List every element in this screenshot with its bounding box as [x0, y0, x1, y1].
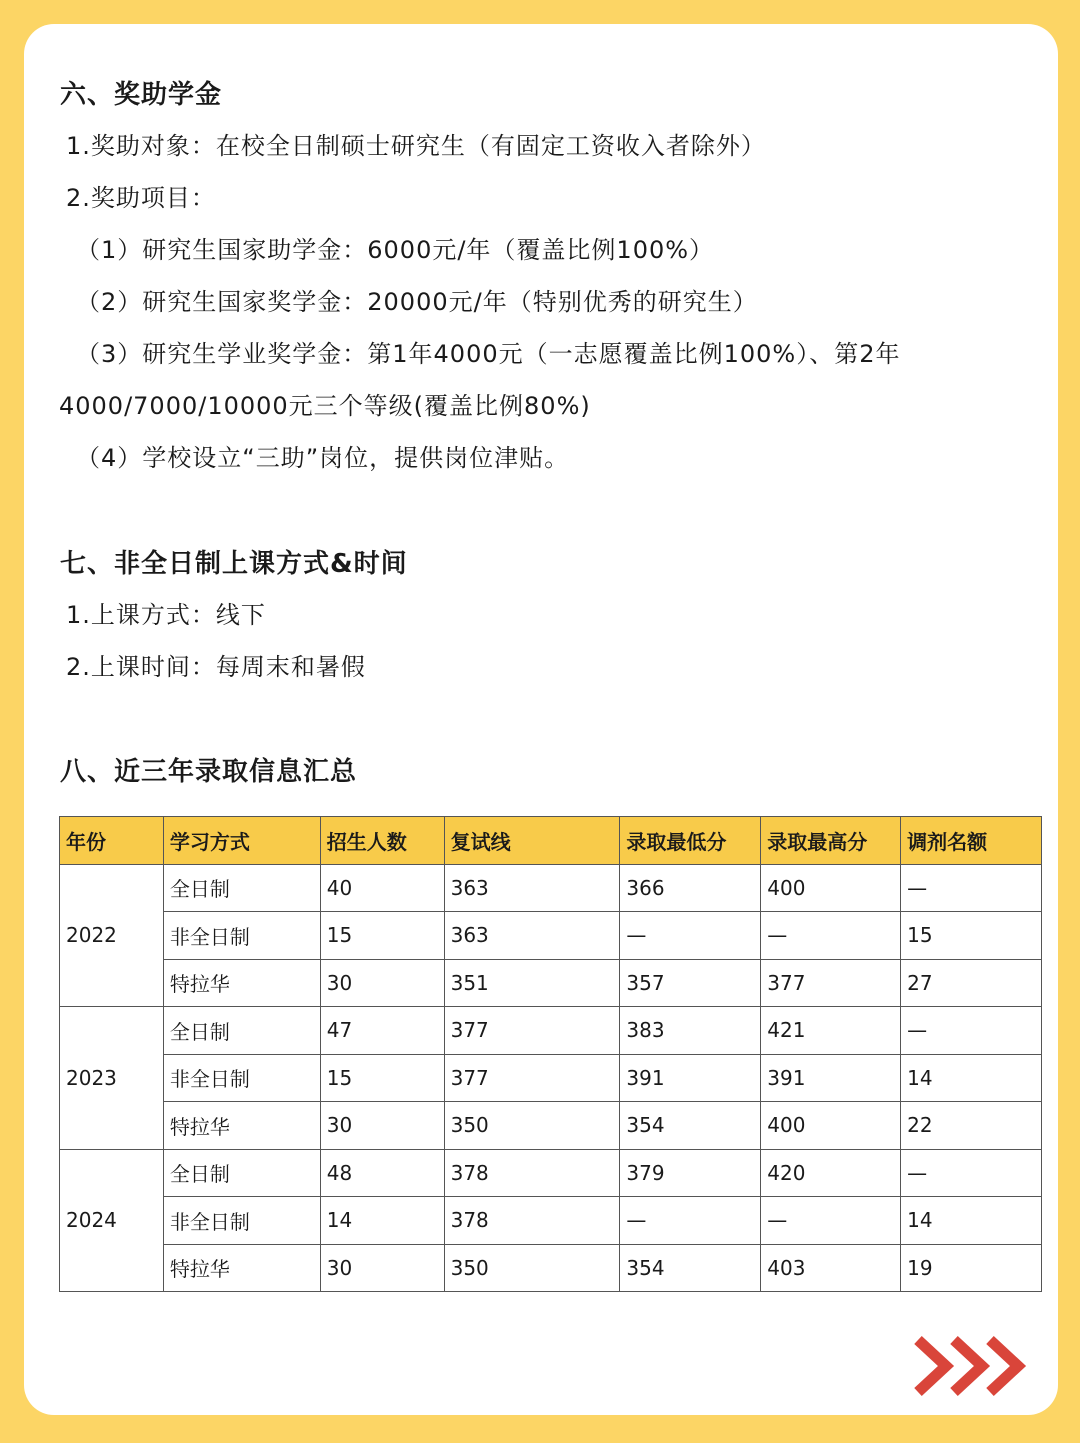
section-6-line-2: 2.奖助项目： [66, 184, 216, 212]
table-cell: — [620, 912, 761, 960]
table-header-row [60, 817, 1042, 865]
table-row [60, 912, 1042, 960]
table-cell: — [761, 912, 901, 960]
table-cell: 377 [444, 1007, 620, 1055]
table-cell: 15 [901, 912, 1042, 960]
table-cell: 19 [901, 1244, 1042, 1292]
section-6-item-2: （2）研究生国家奖学金：20000元/年（特别优秀的研究生） [76, 288, 758, 316]
table-cell: 非全日制 [163, 1197, 320, 1245]
table-cell: 354 [620, 1244, 761, 1292]
table-cell: 357 [620, 959, 761, 1007]
table-cell: 14 [901, 1197, 1042, 1245]
table-cell: 391 [761, 1054, 901, 1102]
table-cell: 363 [444, 864, 620, 912]
table-cell: 378 [444, 1149, 620, 1197]
table-cell: 400 [761, 864, 901, 912]
admission-table [59, 816, 1042, 1292]
col-header-retest-line: 复试线 [444, 817, 620, 865]
col-header-study-mode: 学习方式 [163, 817, 320, 865]
year-cell: 2022 [60, 864, 164, 1007]
table-cell: 351 [444, 959, 620, 1007]
table-cell: 403 [761, 1244, 901, 1292]
table-row [60, 1007, 1042, 1055]
section-7-line-2: 2.上课时间：每周末和暑假 [66, 653, 366, 681]
section-6-heading: 六、奖助学金 [60, 80, 223, 110]
table-cell: — [901, 1149, 1042, 1197]
table-cell: 全日制 [163, 864, 320, 912]
table-cell: 350 [444, 1102, 620, 1150]
table-cell: 378 [444, 1197, 620, 1245]
content-card [24, 24, 1058, 1415]
table-cell: 特拉华 [163, 1244, 320, 1292]
table-cell: 14 [901, 1054, 1042, 1102]
col-header-enrollment: 招生人数 [320, 817, 444, 865]
table-cell: 350 [444, 1244, 620, 1292]
table-row [60, 1244, 1042, 1292]
table-cell: 421 [761, 1007, 901, 1055]
table-row [60, 959, 1042, 1007]
section-7-line-1: 1.上课方式：线下 [66, 601, 266, 629]
table-cell: 30 [320, 1102, 444, 1150]
section-7-heading: 七、非全日制上课方式&时间 [60, 549, 408, 579]
table-cell: — [901, 1007, 1042, 1055]
col-header-adjust-quota: 调剂名额 [901, 817, 1042, 865]
table-row [60, 1197, 1042, 1245]
year-cell: 2023 [60, 1007, 164, 1150]
section-6-item-1: （1）研究生国家助学金：6000元/年（覆盖比例100%） [76, 236, 715, 264]
table-row [60, 1102, 1042, 1150]
triple-chevron-right-icon [910, 1334, 1030, 1398]
table-row [60, 1054, 1042, 1102]
table-cell: 383 [620, 1007, 761, 1055]
section-6-item-3: （3）研究生学业奖学金：第1年4000元（一志愿覆盖比例100%）、第2年 [76, 340, 901, 368]
table-cell: — [761, 1197, 901, 1245]
table-cell: 27 [901, 959, 1042, 1007]
table-cell: 非全日制 [163, 1054, 320, 1102]
col-header-max-score: 录取最高分 [761, 817, 901, 865]
table-cell: 391 [620, 1054, 761, 1102]
table-cell: 特拉华 [163, 1102, 320, 1150]
table-cell: 47 [320, 1007, 444, 1055]
table-cell: 14 [320, 1197, 444, 1245]
table-cell: 15 [320, 1054, 444, 1102]
section-6-item-3-cont: 4000/7000/10000元三个等级(覆盖比例80%) [59, 392, 591, 420]
table-cell: 400 [761, 1102, 901, 1150]
table-cell: 全日制 [163, 1149, 320, 1197]
table-cell: 363 [444, 912, 620, 960]
table-cell: 379 [620, 1149, 761, 1197]
section-8-heading: 八、近三年录取信息汇总 [60, 757, 358, 787]
table-cell: 366 [620, 864, 761, 912]
table-cell: — [901, 864, 1042, 912]
table-cell: 全日制 [163, 1007, 320, 1055]
table-row [60, 864, 1042, 912]
table-cell: 420 [761, 1149, 901, 1197]
table-cell: — [620, 1197, 761, 1245]
table-cell: 377 [761, 959, 901, 1007]
table-row [60, 1149, 1042, 1197]
col-header-year: 年份 [60, 817, 164, 865]
section-6-item-4: （4）学校设立“三助”岗位，提供岗位津贴。 [76, 444, 570, 472]
table-cell: 377 [444, 1054, 620, 1102]
section-6-line-1: 1.奖助对象：在校全日制硕士研究生（有固定工资收入者除外） [66, 132, 766, 160]
year-cell: 2024 [60, 1149, 164, 1292]
table-cell: 非全日制 [163, 912, 320, 960]
table-cell: 40 [320, 864, 444, 912]
table-cell: 30 [320, 1244, 444, 1292]
table-cell: 22 [901, 1102, 1042, 1150]
table-cell: 15 [320, 912, 444, 960]
table-cell: 30 [320, 959, 444, 1007]
table-cell: 特拉华 [163, 959, 320, 1007]
table-cell: 48 [320, 1149, 444, 1197]
table-cell: 354 [620, 1102, 761, 1150]
col-header-min-score: 录取最低分 [620, 817, 761, 865]
